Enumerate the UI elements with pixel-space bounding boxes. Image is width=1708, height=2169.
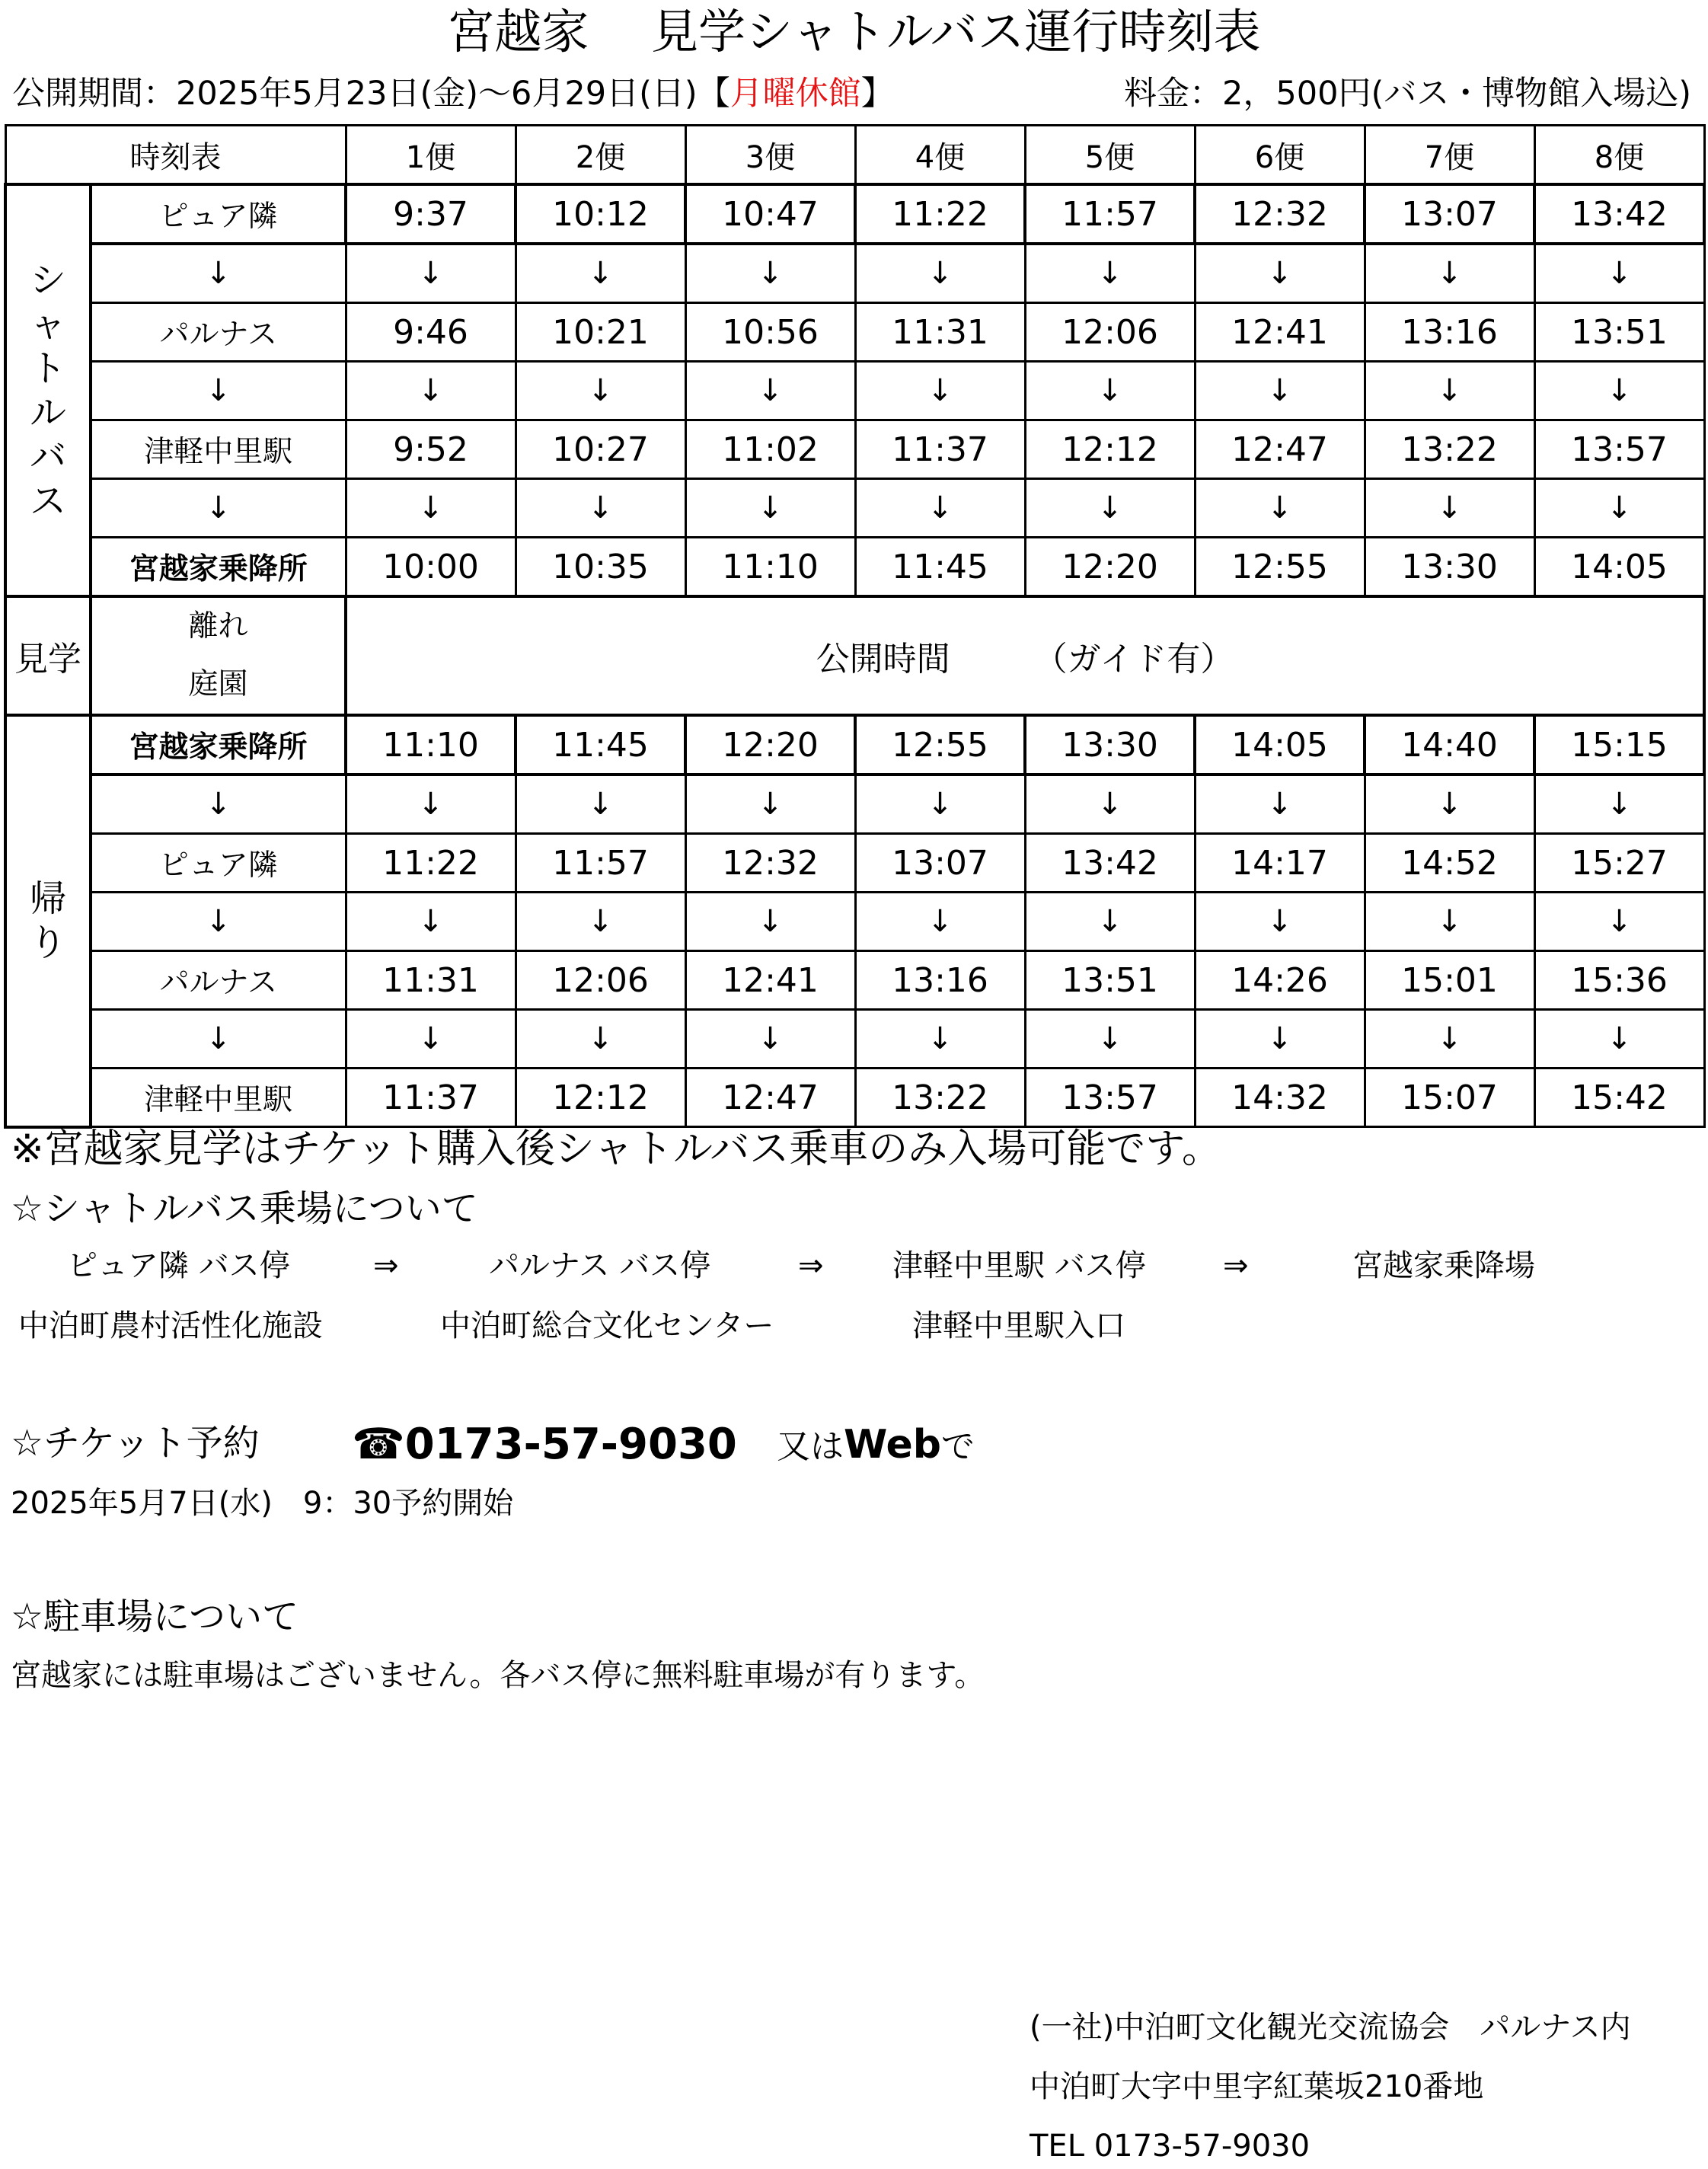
side-label-char: り xyxy=(29,922,66,965)
down-arrow-icon: ↓ xyxy=(1195,362,1365,420)
down-arrow-icon: ↓ xyxy=(1195,479,1365,538)
down-arrow-icon: ↓ xyxy=(685,244,855,303)
time-cell: 13:22 xyxy=(1365,420,1534,479)
arrow-row xyxy=(5,893,1704,951)
time-cell: 11:31 xyxy=(346,951,516,1010)
time-cell: 13:07 xyxy=(1365,184,1534,244)
time-cell: 14:52 xyxy=(1365,834,1534,893)
stop-row xyxy=(5,184,1704,244)
time-cell: 12:06 xyxy=(1025,303,1195,362)
kengaku-row xyxy=(5,596,1704,715)
down-arrow-icon: ↓ xyxy=(91,362,346,420)
down-arrow-icon: ↓ xyxy=(1025,244,1195,303)
boarding-arrow: ⇒ xyxy=(373,1248,399,1283)
time-cell: 15:07 xyxy=(1365,1069,1534,1127)
time-cell: 14:40 xyxy=(1365,715,1534,775)
down-arrow-icon: ↓ xyxy=(516,775,685,834)
time-cell: 12:32 xyxy=(1195,184,1365,244)
time-cell: 13:07 xyxy=(855,834,1025,893)
time-cell: 15:36 xyxy=(1534,951,1704,1010)
down-arrow-icon: ↓ xyxy=(1534,1010,1704,1069)
down-arrow-icon: ↓ xyxy=(1025,775,1195,834)
time-cell: 10:27 xyxy=(516,420,685,479)
down-arrow-icon: ↓ xyxy=(516,362,685,420)
boarding-facility: 中泊町農村活性化施設 xyxy=(18,1308,323,1343)
down-arrow-icon: ↓ xyxy=(346,244,516,303)
stop-row xyxy=(5,538,1704,597)
shuttle-side-label xyxy=(5,184,91,596)
arrow-row xyxy=(5,775,1704,834)
timetable-header-label: 時刻表 xyxy=(5,126,346,185)
side-label-char: 帰 xyxy=(29,877,66,921)
down-arrow-icon: ↓ xyxy=(855,775,1025,834)
trip-header: 7便 xyxy=(1365,126,1534,185)
boarding-stop: パルナス バス停 xyxy=(489,1248,711,1283)
boarding-stop: 津軽中里駅 バス停 xyxy=(892,1248,1146,1283)
time-cell: 11:37 xyxy=(346,1069,516,1127)
time-cell: 13:16 xyxy=(855,951,1025,1010)
organizer-tel: TEL 0173-57-9030 xyxy=(1030,2129,1311,2164)
stop-name: ピュア隣 xyxy=(91,834,346,893)
down-arrow-icon: ↓ xyxy=(685,362,855,420)
time-cell: 13:51 xyxy=(1025,951,1195,1010)
stop-name: ピュア隣 xyxy=(91,184,346,244)
trip-header: 3便 xyxy=(685,126,855,185)
kengaku-section xyxy=(5,596,1704,715)
stop-name: パルナス xyxy=(91,303,346,362)
stop-row xyxy=(5,715,1704,775)
boarding-stop: 宮越家乗降場 xyxy=(1352,1248,1535,1283)
stop-row xyxy=(5,303,1704,362)
kengaku-open-hours: 公開時間 （ガイド有） xyxy=(346,596,1704,715)
down-arrow-icon: ↓ xyxy=(91,479,346,538)
down-arrow-icon: ↓ xyxy=(685,479,855,538)
kengaku-item: 離れ xyxy=(188,609,248,644)
closed-day-notice: 月曜休館 xyxy=(729,75,861,113)
boarding-facility: 津軽中里駅入口 xyxy=(912,1308,1125,1343)
side-label-char: シ xyxy=(29,258,66,302)
time-cell: 13:30 xyxy=(1365,538,1534,597)
open-period-dates: 公開期間：2025年5月23日(金)～6月29日(日) xyxy=(12,75,698,113)
stop-name: パルナス xyxy=(91,951,346,1010)
down-arrow-icon: ↓ xyxy=(1534,244,1704,303)
time-cell: 10:00 xyxy=(346,538,516,597)
time-cell: 13:42 xyxy=(1534,184,1704,244)
time-cell: 13:57 xyxy=(1534,420,1704,479)
stop-name: 宮越家乗降所 xyxy=(91,538,346,597)
time-cell: 11:22 xyxy=(855,184,1025,244)
trip-header: 5便 xyxy=(1025,126,1195,185)
time-cell: 11:37 xyxy=(855,420,1025,479)
fee-info: 料金：2，500円(バス・博物館入場込) xyxy=(1124,75,1691,113)
boarding-heading: ☆シャトルバス乗場について xyxy=(11,1187,478,1230)
time-cell: 10:56 xyxy=(685,303,855,362)
down-arrow-icon: ↓ xyxy=(346,893,516,951)
stop-row xyxy=(5,420,1704,479)
time-cell: 11:10 xyxy=(346,715,516,775)
stop-row xyxy=(5,951,1704,1010)
side-label-char: バ xyxy=(29,435,66,478)
trip-header: 1便 xyxy=(346,126,516,185)
page-title: 宮越家 見学シャトルバス運行時刻表 xyxy=(447,4,1261,59)
reservation-heading: ☆チケット予約 xyxy=(11,1422,260,1465)
bracket-open: 【 xyxy=(697,75,730,113)
admission-note: ※宮越家見学はチケット購入後シャトルバス乗車のみ入場可能です。 xyxy=(11,1126,1222,1172)
down-arrow-icon: ↓ xyxy=(91,893,346,951)
time-cell: 12:47 xyxy=(1195,420,1365,479)
boarding-arrow: ⇒ xyxy=(798,1248,824,1283)
down-arrow-icon: ↓ xyxy=(1534,775,1704,834)
down-arrow-icon: ↓ xyxy=(1534,362,1704,420)
time-cell: 15:15 xyxy=(1534,715,1704,775)
kengaku-side-label: 見学 xyxy=(5,596,91,715)
time-cell: 11:10 xyxy=(685,538,855,597)
shuttle-section xyxy=(5,184,1704,596)
down-arrow-icon: ↓ xyxy=(1195,244,1365,303)
time-cell: 11:57 xyxy=(516,834,685,893)
return-section xyxy=(5,715,1704,1127)
down-arrow-icon: ↓ xyxy=(346,362,516,420)
trip-header: 4便 xyxy=(855,126,1025,185)
timetable-header-row xyxy=(5,126,1704,185)
return-side-label xyxy=(5,715,91,1127)
time-cell: 12:12 xyxy=(1025,420,1195,479)
time-cell: 14:05 xyxy=(1195,715,1365,775)
arrow-row xyxy=(5,244,1704,303)
down-arrow-icon: ↓ xyxy=(516,1010,685,1069)
down-arrow-icon: ↓ xyxy=(516,244,685,303)
time-cell: 12:41 xyxy=(1195,303,1365,362)
down-arrow-icon: ↓ xyxy=(1025,893,1195,951)
side-label-char: ト xyxy=(29,347,66,390)
down-arrow-icon: ↓ xyxy=(1365,244,1534,303)
time-cell: 11:02 xyxy=(685,420,855,479)
down-arrow-icon: ↓ xyxy=(91,1010,346,1069)
time-cell: 9:46 xyxy=(346,303,516,362)
kengaku-items xyxy=(91,596,346,715)
time-cell: 12:12 xyxy=(516,1069,685,1127)
time-cell: 12:41 xyxy=(685,951,855,1010)
trip-header: 2便 xyxy=(516,126,685,185)
down-arrow-icon: ↓ xyxy=(1365,775,1534,834)
time-cell: 12:06 xyxy=(516,951,685,1010)
stop-name: 宮越家乗降所 xyxy=(91,715,346,775)
time-cell: 12:20 xyxy=(685,715,855,775)
down-arrow-icon: ↓ xyxy=(1365,893,1534,951)
arrow-row xyxy=(5,479,1704,538)
time-cell: 10:12 xyxy=(516,184,685,244)
time-cell: 9:37 xyxy=(346,184,516,244)
time-cell: 10:21 xyxy=(516,303,685,362)
timetable xyxy=(4,124,1706,1129)
time-cell: 13:51 xyxy=(1534,303,1704,362)
time-cell: 14:17 xyxy=(1195,834,1365,893)
time-cell: 10:35 xyxy=(516,538,685,597)
stop-name: 津軽中里駅 xyxy=(91,1069,346,1127)
time-cell: 13:22 xyxy=(855,1069,1025,1127)
time-cell: 12:55 xyxy=(855,715,1025,775)
bracket-close: 】 xyxy=(860,75,894,113)
time-cell: 14:05 xyxy=(1534,538,1704,597)
reservation-web xyxy=(777,1421,975,1471)
time-cell: 13:42 xyxy=(1025,834,1195,893)
down-arrow-icon: ↓ xyxy=(516,479,685,538)
down-arrow-icon: ↓ xyxy=(1534,893,1704,951)
time-cell: 13:16 xyxy=(1365,303,1534,362)
stop-name: 津軽中里駅 xyxy=(91,420,346,479)
side-label-char: ス xyxy=(29,479,66,522)
down-arrow-icon: ↓ xyxy=(1365,362,1534,420)
time-cell: 14:26 xyxy=(1195,951,1365,1010)
down-arrow-icon: ↓ xyxy=(685,893,855,951)
time-cell: 12:20 xyxy=(1025,538,1195,597)
down-arrow-icon: ↓ xyxy=(516,893,685,951)
time-cell: 11:22 xyxy=(346,834,516,893)
down-arrow-icon: ↓ xyxy=(855,244,1025,303)
reservation-web-suffix: で xyxy=(941,1427,975,1466)
time-cell: 11:57 xyxy=(1025,184,1195,244)
down-arrow-icon: ↓ xyxy=(1025,362,1195,420)
time-cell: 13:30 xyxy=(1025,715,1195,775)
boarding-facility: 中泊町総合文化センター xyxy=(440,1308,774,1343)
boarding-arrow: ⇒ xyxy=(1223,1248,1249,1283)
time-cell: 13:57 xyxy=(1025,1069,1195,1127)
kengaku-item: 庭園 xyxy=(188,667,248,701)
reservation-web-word: Web xyxy=(844,1422,941,1468)
organizer-address: 中泊町大字中里字紅葉坂210番地 xyxy=(1030,2069,1484,2104)
arrow-row xyxy=(5,362,1704,420)
reservation-start: 2025年5月7日(水) 9：30予約開始 xyxy=(11,1486,514,1521)
time-cell: 15:01 xyxy=(1365,951,1534,1010)
time-cell: 11:45 xyxy=(855,538,1025,597)
down-arrow-icon: ↓ xyxy=(855,1010,1025,1069)
time-cell: 10:47 xyxy=(685,184,855,244)
down-arrow-icon: ↓ xyxy=(91,244,346,303)
reservation-phone: ☎0173-57-9030 xyxy=(352,1420,737,1469)
reservation-web-prefix: 又は xyxy=(777,1427,844,1466)
time-cell: 14:32 xyxy=(1195,1069,1365,1127)
down-arrow-icon: ↓ xyxy=(91,775,346,834)
down-arrow-icon: ↓ xyxy=(346,775,516,834)
down-arrow-icon: ↓ xyxy=(1365,479,1534,538)
parking-text: 宮越家には駐車場はございません。各バス停に無料駐車場が有ります。 xyxy=(11,1658,985,1693)
down-arrow-icon: ↓ xyxy=(685,775,855,834)
arrow-row xyxy=(5,1010,1704,1069)
time-cell: 15:27 xyxy=(1534,834,1704,893)
stop-row xyxy=(5,1069,1704,1127)
boarding-stop: ピュア隣 バス停 xyxy=(67,1248,290,1283)
side-label-char: ル xyxy=(29,391,66,434)
down-arrow-icon: ↓ xyxy=(1025,1010,1195,1069)
time-cell: 12:47 xyxy=(685,1069,855,1127)
down-arrow-icon: ↓ xyxy=(1195,1010,1365,1069)
down-arrow-icon: ↓ xyxy=(346,479,516,538)
open-period xyxy=(12,72,894,116)
down-arrow-icon: ↓ xyxy=(1365,1010,1534,1069)
parking-heading: ☆駐車場について xyxy=(11,1596,299,1638)
down-arrow-icon: ↓ xyxy=(855,479,1025,538)
time-cell: 12:32 xyxy=(685,834,855,893)
organizer-name: (一社)中泊町文化観光交流協会 パルナス内 xyxy=(1030,2010,1631,2045)
time-cell: 11:31 xyxy=(855,303,1025,362)
down-arrow-icon: ↓ xyxy=(855,362,1025,420)
down-arrow-icon: ↓ xyxy=(1534,479,1704,538)
time-cell: 12:55 xyxy=(1195,538,1365,597)
time-cell: 11:45 xyxy=(516,715,685,775)
time-cell: 15:42 xyxy=(1534,1069,1704,1127)
down-arrow-icon: ↓ xyxy=(1195,893,1365,951)
trip-header: 6便 xyxy=(1195,126,1365,185)
down-arrow-icon: ↓ xyxy=(346,1010,516,1069)
side-label-char: ャ xyxy=(29,302,66,346)
down-arrow-icon: ↓ xyxy=(1195,775,1365,834)
trip-header: 8便 xyxy=(1534,126,1704,185)
down-arrow-icon: ↓ xyxy=(855,893,1025,951)
down-arrow-icon: ↓ xyxy=(1025,479,1195,538)
stop-row xyxy=(5,834,1704,893)
down-arrow-icon: ↓ xyxy=(685,1010,855,1069)
time-cell: 9:52 xyxy=(346,420,516,479)
